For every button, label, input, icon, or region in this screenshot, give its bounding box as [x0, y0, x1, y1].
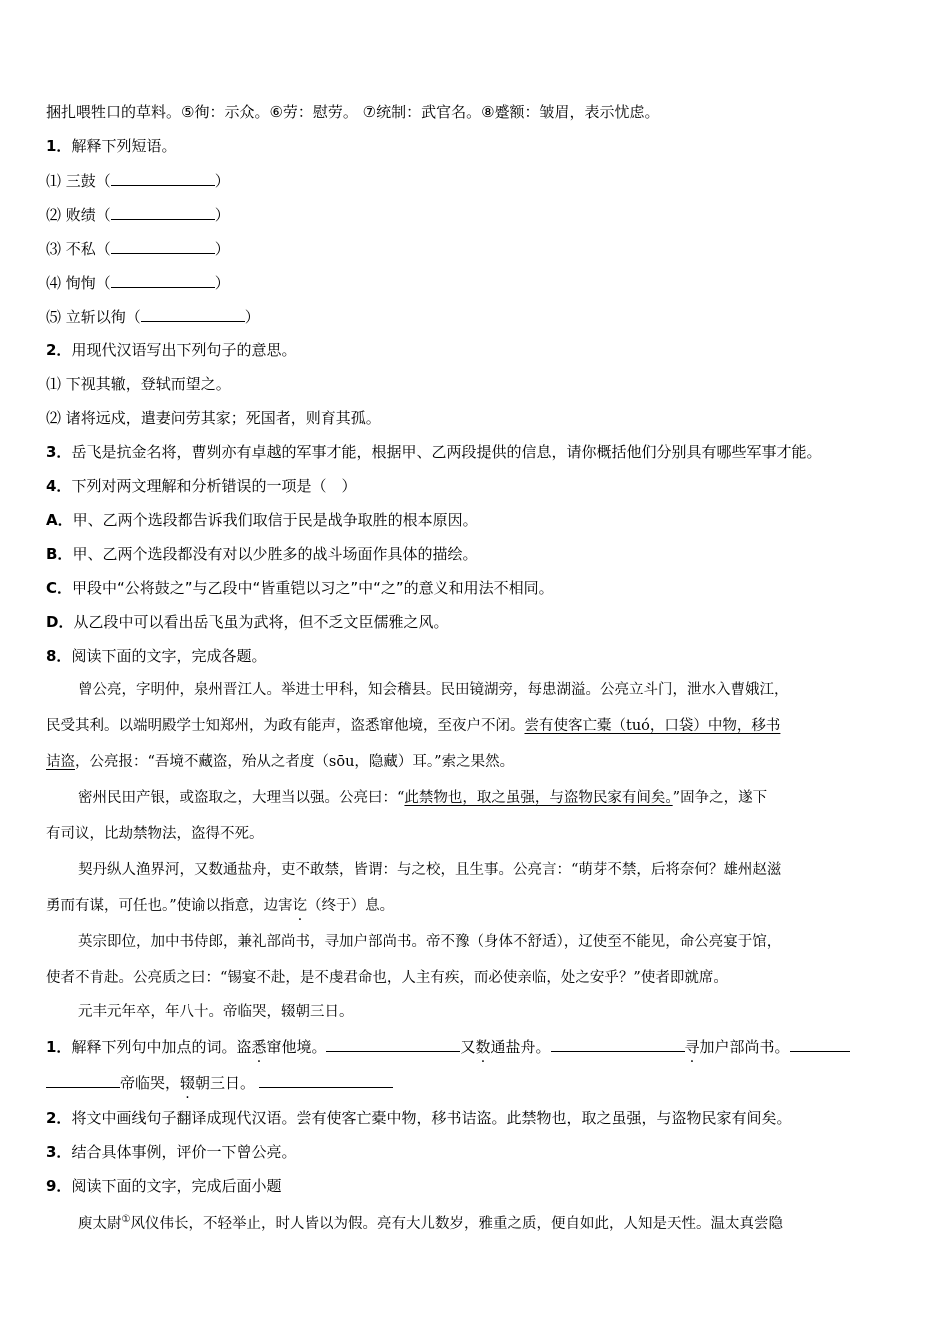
- answer-blank[interactable]: [46, 1072, 120, 1088]
- q1-item-label: ⑴ 三鼓（: [46, 172, 111, 190]
- answer-blank[interactable]: [326, 1036, 460, 1052]
- q4-number: 4．: [46, 477, 72, 495]
- passage-line: [46, 716, 780, 736]
- answer-blank[interactable]: [141, 306, 245, 322]
- q1-number: 1．: [46, 137, 72, 155]
- passage-text: ，公亮报：“吾境不藏盗，殆从之者度（sōu，隐藏）耳。”索之果然。: [75, 754, 515, 770]
- s8q3-number: 3．: [46, 1143, 72, 1161]
- q1-item-label: ⑷ 恂恂（: [46, 274, 111, 292]
- q1-heading: [46, 136, 176, 156]
- passage-line: [46, 752, 514, 772]
- answer-blank[interactable]: [111, 272, 215, 288]
- q-text: 又: [460, 1038, 476, 1056]
- passage-line: 曾公亮，字明仲，泉州晋江人。举进士甲科，知会稽县。民田镜湖旁，每患湖溢。公亮立斗门，泄水入曹娥江，: [78, 682, 789, 698]
- answer-blank[interactable]: [111, 238, 215, 254]
- passage-line: [78, 788, 767, 808]
- passage-text: 密州民田产银，或盗取之，大理当以强。公亮曰：“: [78, 790, 405, 806]
- s8q1-number: 1．: [46, 1038, 72, 1056]
- q4-heading: [46, 476, 356, 496]
- passage-line: 使者不肯赴。公亮质之曰：“锡宴不赴，是不虔君命也，人主有疾，而必使亲临，处之安乎？”使者即就席。: [46, 970, 728, 986]
- q1-item-4: [46, 272, 230, 293]
- q-text: 加户部尚书。: [699, 1038, 790, 1056]
- q-text: 解释下列句中加点的词。盗: [71, 1038, 252, 1056]
- option-label: C．: [46, 579, 73, 597]
- passage-line: [78, 1210, 783, 1234]
- q4-option-b[interactable]: [46, 544, 477, 564]
- q1-item-5: [46, 306, 260, 327]
- close-paren: ）: [214, 274, 230, 292]
- q-text: 窜他境。: [266, 1038, 327, 1056]
- q1-item-2: [46, 204, 230, 225]
- q2-item-1: ⑴ 下视其辙，登轼而望之。: [46, 375, 231, 393]
- option-label: D．: [46, 613, 74, 631]
- passage-line: 英宗即位，加中书侍郎，兼礼部尚书，寻加户部尚书。帝不豫（身体不舒适），辽使至不能见，命公亮宴于馆，: [78, 934, 782, 950]
- option-label: B．: [46, 545, 73, 563]
- q3-number: 3．: [46, 443, 72, 461]
- answer-blank[interactable]: [790, 1036, 850, 1052]
- s8q2-text: 将文中画线句子翻译成现代汉语。尝有使客亡橐中物，移书诘盗。此禁物也，取之虽强，与盗物民家有间矣。: [71, 1109, 792, 1127]
- underlined-sentence: 此禁物也，取之虽强，与盗物民家有间矣。: [404, 790, 673, 806]
- passage-text: 勇而有谋，可任也。”使谕以指意，边害: [46, 898, 293, 914]
- answer-blank[interactable]: [259, 1072, 393, 1088]
- s9-number: 9．: [46, 1177, 72, 1195]
- q1-item-label: ⑸ 立斩以徇（: [46, 308, 141, 326]
- passage-text: 民受其利。以端明殿学士知郑州，为政有能声，盗悉窜他境，至夜户不闭。: [46, 718, 525, 734]
- option-text: 甲、乙两个选段都告诉我们取信于民是战争取胜的根本原因。: [72, 511, 478, 529]
- option-text: 甲、乙两个选段都没有对以少胜多的战斗场面作具体的描绘。: [72, 545, 478, 563]
- s9-heading: [46, 1176, 281, 1196]
- s8-text: 阅读下面的文字，完成各题。: [71, 647, 267, 665]
- q1-item-label: ⑶ 不私（: [46, 240, 111, 258]
- q2-heading: [46, 340, 296, 360]
- q-text: 朝三日。: [195, 1074, 256, 1092]
- q2-item-2: ⑵ 诸将远戍，遣妻问劳其家；死国者，则育其孤。: [46, 409, 381, 427]
- answer-blank[interactable]: [111, 170, 215, 186]
- s8q3-text: 结合具体事例，评价一下曾公亮。: [71, 1143, 297, 1161]
- q4-option-d[interactable]: [46, 612, 448, 632]
- dotted-word: 寻: [684, 1038, 700, 1056]
- dotted-word: 数: [475, 1038, 491, 1056]
- q1-item-1: [46, 170, 230, 191]
- passage-text: 风仪伟长，不轻举止，时人皆以为假。亮有大儿数岁，雅重之质，便自如此，人知是天性。温太真尝隐: [130, 1215, 783, 1232]
- s8q2-number: 2．: [46, 1109, 72, 1127]
- passage-line: 有司议，比劫禁物法，盗得不死。: [46, 826, 264, 842]
- option-text: 甲段中“公将鼓之”与乙段中“皆重铠以习之”中“之”的意义和用法不相同。: [72, 579, 554, 597]
- close-paren: ）: [244, 308, 260, 326]
- s8q1-line-2: [46, 1072, 393, 1093]
- q-text: 帝临哭，: [120, 1074, 181, 1092]
- s8-number: 8．: [46, 647, 72, 665]
- s9-text: 阅读下面的文字，完成后面小题: [71, 1177, 282, 1195]
- q1-item-label: ⑵ 败绩（: [46, 206, 111, 224]
- q2-text: 用现代汉语写出下列句子的意思。: [71, 341, 297, 359]
- underlined-sentence: 尝有使客亡橐（tuó，口袋）中物，移书: [524, 718, 781, 734]
- passage-line: 元丰元年卒，年八十。帝临哭，辍朝三日。: [78, 1004, 354, 1020]
- q3-heading: [46, 442, 821, 462]
- dotted-word: 讫: [292, 898, 308, 914]
- q1-item-3: [46, 238, 230, 259]
- passage-line: [46, 896, 394, 916]
- passage-line: 契丹纵人渔界河，又数通盐舟，吏不敢禁，皆谓：与之校，且生事。公亮言：“萌芽不禁，后将奈何？雄州赵滋: [78, 862, 782, 878]
- answer-blank[interactable]: [111, 204, 215, 220]
- close-paren: ）: [214, 206, 230, 224]
- close-paren: ）: [214, 172, 230, 190]
- underlined-sentence: 诘盗: [46, 754, 75, 770]
- dotted-word: 辍: [180, 1074, 196, 1092]
- option-text: 从乙段中可以看出岳飞虽为武将，但不乏文臣儒雅之风。: [73, 613, 449, 631]
- q1-text: 解释下列短语。: [71, 137, 177, 155]
- option-label: A．: [46, 511, 73, 529]
- dotted-word: 悉: [251, 1038, 267, 1056]
- q4-option-a[interactable]: [46, 510, 478, 530]
- q3-text: 岳飞是抗金名将，曹刿亦有卓越的军事才能，根据甲、乙两段提供的信息，请你概括他们分别具有哪些军事才能。: [71, 443, 822, 461]
- passage-text: （终于）息。: [307, 898, 395, 914]
- s8q2-heading: [46, 1108, 791, 1128]
- s8q1-line-1: [46, 1036, 850, 1057]
- answer-blank[interactable]: [551, 1036, 685, 1052]
- intro-note: 捆扎喂牲口的草料。⑤徇：示众。⑥劳：慰劳。 ⑦统制：武官名。⑧蹙额：皱眉，表示忧虑。: [46, 103, 660, 121]
- close-paren: ）: [214, 240, 230, 258]
- s8-heading: [46, 646, 266, 666]
- passage-text: 庾太尉: [78, 1215, 122, 1232]
- q2-number: 2．: [46, 341, 72, 359]
- footnote-marker: ①: [121, 1214, 131, 1225]
- passage-text: ”固争之，遂下: [672, 790, 768, 806]
- q4-option-c[interactable]: [46, 578, 554, 598]
- q-text: 通盐舟。: [490, 1038, 551, 1056]
- q4-text: 下列对两文理解和分析错误的一项是（ ）: [71, 477, 357, 495]
- s8q3-heading: [46, 1142, 296, 1162]
